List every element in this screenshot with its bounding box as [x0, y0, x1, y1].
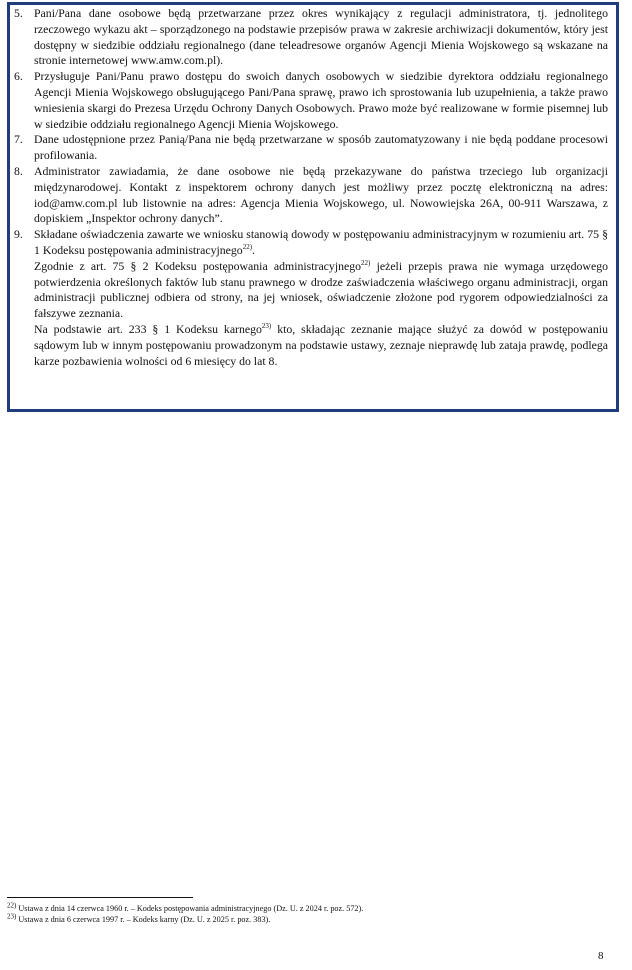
paragraph-end: .	[252, 242, 255, 257]
item-text: Pani/Pana dane osobowe będą przetwarzane przez okres wynikający z regulacji administratora, tj. jednolitego rzeczowego wykazu akt – sporządzonego na podstawie przepisów prawa w zakresie archiwizacji dokumentów, który jest dostępny w siedzibie oddziału regionalnego (dane teleadresowe organów Agencji Mienia Wojskowego są wskazane na stronie internetowej www.amw.com.pl).	[34, 6, 608, 68]
item-number: 8.	[14, 163, 23, 178]
paragraph-text: Na podstawie art. 233 § 1 Kodeksu karnego	[34, 321, 262, 336]
footnote-text: Ustawa z dnia 6 czerwca 1997 r. – Kodeks karny (Dz. U. z 2025 r. poz. 383).	[16, 914, 271, 924]
page-number: 8	[598, 950, 604, 962]
list-item-5	[14, 6, 608, 69]
footnote-separator	[7, 897, 193, 898]
footnote-marker: 22)	[7, 901, 17, 910]
list-item-6	[14, 69, 608, 132]
paragraph-text: kto, składając zeznanie mające służyć za dowód w postępowaniu sądowym lub w innym postępowaniu prowadzonym na podstawie ustawy, zeznaje nieprawdę lub zataja prawdę, podlega karze pozbawienia wolności od 6 miesięcy do lat 8.	[34, 321, 608, 368]
footnote-ref: 23)	[261, 322, 272, 331]
item-text: Dane udostępnione przez Panią/Pana nie będą przetwarzane w sposób zautomatyzowany i nie będą poddane procesowi profilowania.	[34, 132, 608, 163]
item-text: Administrator zawiadamia, że dane osobowe nie będą przekazywane do państwa trzeciego lub organizacji międzynarodowej. Kontakt z inspektorem ochrony danych jest możliwy przez pocztę elektroniczną na adres: iod@amw.com.pl lub listownie na adres: Agencja Mienia Wojskowego, ul. Nowowiejska 26A, 00-911 Warszawa, z dopiskiem „Inspektor ochrony danych”.	[34, 163, 608, 226]
paragraph-text: jeżeli przepis prawa nie wymaga urzędowego potwierdzenia określonych faktów lub stanu prawnego w drodze zaświadczenia właściwego organu administracji, organ administracji publicznej odbiera od strony, na jej wniosek, oświadczenie złożone pod rygorem odpowiedzialności za fałszywe zeznania.	[34, 258, 608, 321]
item-text: Przysługuje Pani/Panu prawo dostępu do swoich danych osobowych w siedzibie dyrektora oddziału regionalnego Agencji Mienia Wojskowego obsługującego Pani/Pana sprawę, prawo ich sprostowania lub uzupełnienia, a także prawo wniesienia skargi do Prezesa Urzędu Ochrony Danych Osobowych. Prawo może być realizowane w formie pisemnej lub w siedzibie oddziału regionalnego Agencji Mienia Wojskowego.	[34, 69, 608, 131]
list-item-9	[14, 227, 608, 369]
footnote-22	[7, 901, 607, 915]
paragraph-text: Składane oświadczenia zawarte we wniosku stanowią dowody w postępowaniu administracyjnym w rozumieniu art. 75 § 1 Kodeksu postępowania administracyjnego	[34, 227, 608, 257]
footnote-ref: 22)	[242, 243, 253, 252]
item-number: 7.	[14, 132, 23, 147]
item-number: 5.	[14, 6, 23, 20]
paragraph-text: Zgodnie z art. 75 § 2 Kodeksu postępowania administracyjnego	[34, 258, 362, 273]
numbered-list	[14, 6, 608, 369]
item-paragraph	[34, 322, 608, 369]
item-number: 6.	[14, 69, 23, 84]
footnote-ref: 22)	[361, 258, 371, 267]
item-number: 9.	[14, 227, 23, 242]
list-item-7	[14, 132, 608, 164]
item-paragraph	[34, 259, 608, 322]
footnote-marker: 23)	[7, 911, 17, 920]
footnotes	[7, 901, 607, 925]
footnote-text: Ustawa z dnia 14 czerwca 1960 r. – Kodeks postępowania administracyjnego (Dz. U. z 2024 r. poz. 572).	[16, 904, 364, 913]
list-item-8	[14, 164, 608, 227]
item-paragraph	[34, 227, 608, 259]
footnote-23	[7, 911, 607, 926]
